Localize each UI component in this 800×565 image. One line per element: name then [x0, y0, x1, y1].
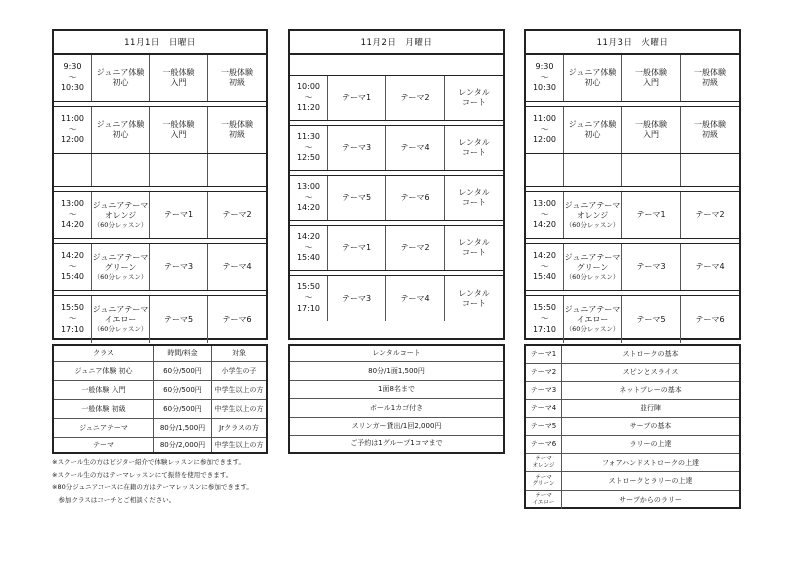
- theme-table-row: [526, 436, 739, 454]
- day1-time-cell: [54, 154, 92, 186]
- day2-class-cell: [386, 126, 445, 170]
- day3-lesson-note: （60分レッスン）: [565, 325, 620, 334]
- schedule-day2: [288, 29, 505, 340]
- day1-time-slot-row: [54, 154, 266, 187]
- note-line: ※80分ジュニアコースに在籍の方はテーマレッスンに参加できます。: [52, 483, 253, 491]
- day1-time-slot-row: [54, 55, 266, 102]
- day1-class-cell: [208, 154, 266, 186]
- day3-class-cell: [564, 296, 622, 343]
- theme-name-cell: テーマ グリーン: [526, 472, 562, 489]
- theme-name-cell: テーマ4: [526, 400, 562, 417]
- day2-class-cell: [386, 76, 445, 120]
- day1-class-cell: [208, 192, 266, 238]
- day3-class-label: テーマ6: [695, 314, 725, 324]
- day2-time-cell: 10:00 ～ 11:20: [290, 76, 328, 120]
- day2-time-slot-row: [290, 176, 503, 221]
- class-price-table: [52, 344, 268, 454]
- day1-class-cell: [92, 296, 150, 343]
- notes: [52, 456, 253, 506]
- day1-class-cell: [208, 296, 266, 343]
- class-table-header-row: [54, 346, 266, 362]
- day3-class-cell: [681, 296, 739, 343]
- day2-class-cell: [328, 276, 386, 321]
- day3-time-slot-row: [526, 154, 739, 187]
- day3-class-cell: [564, 55, 622, 101]
- class-table-row: [54, 362, 266, 381]
- day3-class-cell: [681, 244, 739, 290]
- schedule-day1-title: 11月1日 日曜日: [54, 31, 266, 55]
- day3-class-cell: [564, 192, 622, 238]
- day2-class-label: テーマ3: [341, 293, 372, 303]
- day3-class-label: 一般体験 入門: [635, 68, 667, 87]
- day1-class-cell: [92, 107, 150, 153]
- class-table-cell: 60分/500円: [154, 400, 212, 418]
- day2-class-label: テーマ6: [400, 193, 430, 202]
- day2-class-cell: [445, 76, 503, 120]
- class-table-row: [54, 400, 266, 419]
- day3-class-cell-content: [565, 305, 621, 333]
- day3-class-label: ジュニアテーマ オレンジ: [564, 200, 621, 220]
- note-line: ※スクール生の方はテーマレッスンにて振替を使用できます。: [52, 470, 233, 479]
- day3-class-label: ジュニア体験 初心: [568, 120, 617, 139]
- day1-time-cell: 14:20 ～ 15:40: [54, 244, 92, 290]
- rental-table-row: [290, 381, 503, 400]
- rental-table-row: [290, 436, 503, 451]
- theme-table-row: [526, 418, 739, 436]
- theme-table-row: [526, 454, 739, 472]
- day2-time-cell: 14:20 ～ 15:40: [290, 226, 328, 270]
- day3-class-label: テーマ3: [636, 262, 666, 271]
- day1-class-cell-content: [93, 253, 149, 281]
- theme-name-cell: テーマ5: [526, 418, 562, 435]
- theme-table-row: [526, 382, 739, 400]
- class-table-cell: 60分/500円: [154, 381, 212, 399]
- day2-class-label: テーマ2: [400, 93, 430, 102]
- theme-description-cell: 並行陣: [640, 404, 661, 413]
- theme-name-cell: テーマ3: [526, 382, 562, 399]
- class-table-cell: 60分/500円: [154, 362, 212, 380]
- day3-time-cell: [526, 154, 564, 186]
- day2-class-cell: [445, 176, 503, 220]
- day2-time-cell: 11:30 ～ 12:50: [290, 126, 328, 170]
- day1-class-label: ジュニアテーマ イエロー: [92, 305, 149, 325]
- day1-class-cell: [208, 55, 266, 101]
- day3-class-cell: [564, 154, 622, 186]
- day2-class-label: テーマ1: [341, 243, 372, 252]
- day3-class-cell: [681, 55, 739, 101]
- day1-time-cell: 13:00 ～ 14:20: [54, 192, 92, 238]
- class-table-cell: 中学生以上の方: [214, 404, 264, 413]
- theme-name-cell: テーマ6: [526, 436, 562, 453]
- day1-class-cell: [92, 55, 150, 101]
- day1-class-label: テーマ6: [222, 314, 252, 324]
- day2-class-label: レンタル コート: [458, 288, 490, 308]
- day3-class-cell: [622, 296, 681, 343]
- theme-name-cell: テーマ イエロー: [526, 491, 562, 509]
- day1-class-cell: [150, 55, 208, 101]
- day3-class-label: テーマ5: [636, 314, 666, 324]
- day2-class-cell: [328, 226, 386, 270]
- day3-class-label: 一般体験 入門: [635, 120, 667, 139]
- day2-class-label: テーマ3: [341, 143, 372, 152]
- day1-class-cell-content: [93, 201, 149, 229]
- rental-table-header: レンタルコート: [372, 349, 421, 358]
- day1-time-cell: 9:30 ～ 10:30: [54, 55, 92, 101]
- day3-class-cell: [622, 107, 681, 153]
- class-table-cell: 80分/1,500円: [154, 419, 212, 437]
- schedule-day1: [52, 29, 268, 340]
- day1-class-cell: [150, 296, 208, 343]
- class-table-cell: 80分/2,000円: [154, 438, 212, 452]
- day1-class-cell: [150, 244, 208, 290]
- day2-class-cell: [386, 276, 445, 321]
- day3-class-label: 一般体験 初級: [694, 68, 726, 87]
- day2-class-label: テーマ4: [400, 293, 430, 303]
- theme-description-table: [524, 344, 741, 509]
- day3-class-label: ジュニア体験 初心: [568, 68, 617, 87]
- day2-class-cell: [445, 126, 503, 170]
- day1-class-label: ジュニア体験 初心: [96, 68, 145, 87]
- theme-description-cell: ストロークとラリーの上達: [608, 476, 693, 485]
- day1-time-cell: 15:50 ～ 17:10: [54, 296, 92, 343]
- day3-class-cell-content: [565, 253, 621, 281]
- day3-time-slot-row: [526, 244, 739, 291]
- day3-time-cell: 9:30 ～ 10:30: [526, 55, 564, 101]
- day2-class-cell: [386, 226, 445, 270]
- day1-class-label: ジュニア体験 初心: [96, 120, 145, 139]
- day2-class-label: テーマ1: [341, 93, 372, 102]
- day2-class-label: レンタル コート: [458, 138, 490, 157]
- theme-table-row: [526, 346, 739, 364]
- theme-description-cell: サーブの基本: [629, 422, 672, 431]
- day2-class-cell: [445, 226, 503, 270]
- class-table-cell: 中学生以上の方: [214, 385, 264, 394]
- day2-class-label: レンタル コート: [458, 88, 490, 107]
- rental-table-cell: スリンガー貸出/1回2,000円: [351, 422, 442, 431]
- class-table-cell: 中学生以上の方: [214, 440, 264, 449]
- day2-class-label: レンタル コート: [458, 188, 490, 207]
- day3-class-cell: [564, 244, 622, 290]
- day1-class-label: ジュニアテーマ オレンジ: [92, 200, 149, 220]
- note-line: ※スクール生の方はビジター紹介で体験レッスンに参加できます。: [52, 458, 245, 466]
- rental-table-cell: ボール1カゴ付き: [369, 403, 424, 412]
- rental-table-cell: 1面8名まで: [378, 385, 415, 394]
- theme-table-row: [526, 364, 739, 382]
- day3-class-label: テーマ4: [695, 262, 725, 271]
- class-table-cell: テーマ: [54, 438, 154, 452]
- day1-class-label: テーマ5: [163, 314, 194, 324]
- day1-class-cell: [150, 107, 208, 153]
- day3-lesson-note: （60分レッスン）: [565, 220, 620, 229]
- day1-class-label: 一般体験 初級: [221, 68, 253, 87]
- day1-class-cell: [208, 244, 266, 290]
- day3-class-cell: [622, 154, 681, 186]
- class-table-cell: 一般体験 入門: [54, 381, 154, 399]
- rental-table-cell: 80分/1面1,500円: [368, 366, 425, 375]
- day2-time-cell: 15:50 ～ 17:10: [290, 276, 328, 321]
- day1-class-label: ジュニアテーマ グリーン: [92, 252, 149, 272]
- day2-class-label: テーマ4: [400, 143, 430, 152]
- day2-class-label: テーマ2: [400, 243, 430, 252]
- class-table-cell: 小学生の子: [221, 366, 257, 375]
- day3-time-slot-row: [526, 296, 739, 343]
- day3-time-slot-row: [526, 107, 739, 154]
- theme-description-cell: スピンとスライス: [622, 368, 679, 377]
- day3-lesson-note: （60分レッスン）: [565, 272, 620, 281]
- day3-class-cell: [564, 107, 622, 153]
- class-table-row: [54, 419, 266, 438]
- day1-class-label: 一般体験 入門: [162, 68, 195, 87]
- day2-time-slot-row: [290, 226, 503, 271]
- theme-name-cell: テーマ2: [526, 364, 562, 381]
- day2-gap: [290, 55, 503, 76]
- theme-name-cell: テーマ1: [526, 346, 562, 363]
- day1-class-cell: [92, 244, 150, 290]
- theme-description-cell: サーブからのラリー: [619, 495, 682, 504]
- theme-description-cell: ネットプレーの基本: [619, 386, 682, 395]
- day1-lesson-note: （60分レッスン）: [93, 325, 148, 334]
- day1-time-slot-row: [54, 192, 266, 239]
- schedule-day3-title: 11月3日 火曜日: [526, 31, 739, 55]
- theme-description-cell: フォアハンドストロークの上達: [601, 458, 700, 467]
- class-table-row: [54, 438, 266, 452]
- rental-table-cell: ご予約は1グループ1コマまで: [350, 439, 443, 448]
- day2-class-cell: [445, 276, 503, 321]
- day1-class-label: 一般体験 入門: [162, 120, 195, 139]
- note-line: 参加クラスはコーチとご相談ください。: [52, 495, 176, 504]
- day3-class-label: テーマ2: [695, 210, 725, 219]
- day3-time-cell: 11:00 ～ 12:00: [526, 107, 564, 153]
- day1-lesson-note: （60分レッスン）: [93, 220, 148, 229]
- schedule-day3: [524, 29, 741, 340]
- day3-time-slot-row: [526, 192, 739, 239]
- day2-time-cell: 13:00 ～ 14:20: [290, 176, 328, 220]
- day1-time-slot-row: [54, 244, 266, 291]
- day3-class-cell: [681, 154, 739, 186]
- day3-class-label: ジュニアテーマ イエロー: [564, 305, 621, 325]
- class-table-header: クラス: [54, 346, 154, 361]
- theme-table-row: [526, 400, 739, 418]
- day1-time-slot-row: [54, 107, 266, 154]
- day1-class-cell: [92, 192, 150, 238]
- day2-class-label: レンタル コート: [458, 238, 490, 257]
- day2-class-cell: [328, 76, 386, 120]
- class-table-cell: ジュニアテーマ: [54, 419, 154, 437]
- day3-class-cell: [622, 192, 681, 238]
- day1-class-label: テーマ4: [222, 262, 252, 271]
- class-table-cell: ジュニア体験 初心: [54, 362, 154, 380]
- day1-time-slot-row: [54, 296, 266, 343]
- day1-class-label: テーマ3: [163, 262, 194, 271]
- day1-class-cell-content: [93, 305, 149, 333]
- theme-table-row: [526, 472, 739, 490]
- class-table-cell: Jrクラスの方: [219, 423, 259, 432]
- class-table-header: 時間/料金: [154, 346, 212, 361]
- day2-class-cell: [386, 176, 445, 220]
- rental-table-header-row: [290, 346, 503, 362]
- day3-class-cell-content: [565, 201, 621, 229]
- day3-class-cell: [681, 192, 739, 238]
- day3-class-cell: [681, 107, 739, 153]
- theme-description-cell: ストロークの基本: [622, 350, 679, 359]
- day1-time-cell: 11:00 ～ 12:00: [54, 107, 92, 153]
- day2-time-slot-row: [290, 76, 503, 121]
- rental-table-row: [290, 418, 503, 437]
- rental-court-table: [288, 344, 505, 454]
- day2-time-slot-row: [290, 276, 503, 321]
- day1-lesson-note: （60分レッスン）: [93, 272, 148, 281]
- day3-time-cell: 15:50 ～ 17:10: [526, 296, 564, 343]
- day1-class-label: テーマ1: [163, 210, 194, 219]
- day3-class-cell: [622, 244, 681, 290]
- rental-table-row: [290, 399, 503, 418]
- day3-time-cell: 13:00 ～ 14:20: [526, 192, 564, 238]
- day2-class-cell: [328, 176, 386, 220]
- theme-description-cell: ラリーの上達: [629, 440, 672, 449]
- day1-class-label: テーマ2: [222, 210, 252, 219]
- class-table-row: [54, 381, 266, 400]
- rental-table-row: [290, 362, 503, 381]
- day1-class-cell: [208, 107, 266, 153]
- schedule-day2-title: 11月2日 月曜日: [290, 31, 503, 55]
- class-table-cell: 一般体験 初級: [54, 400, 154, 418]
- day3-class-label: ジュニアテーマ グリーン: [564, 252, 621, 272]
- day3-time-slot-row: [526, 55, 739, 102]
- day2-class-cell: [328, 126, 386, 170]
- day1-class-label: 一般体験 初級: [221, 120, 253, 139]
- day3-class-label: 一般体験 初級: [694, 120, 726, 139]
- theme-table-row: [526, 491, 739, 509]
- day3-time-cell: 14:20 ～ 15:40: [526, 244, 564, 290]
- day1-class-cell: [150, 154, 208, 186]
- day1-class-cell: [92, 154, 150, 186]
- day1-class-cell: [150, 192, 208, 238]
- class-table-header: 対象: [232, 349, 246, 358]
- day2-class-label: テーマ5: [341, 193, 372, 202]
- theme-name-cell: テーマ オレンジ: [526, 454, 562, 471]
- day3-class-cell: [622, 55, 681, 101]
- day3-class-label: テーマ1: [636, 210, 666, 219]
- day2-time-slot-row: [290, 126, 503, 171]
